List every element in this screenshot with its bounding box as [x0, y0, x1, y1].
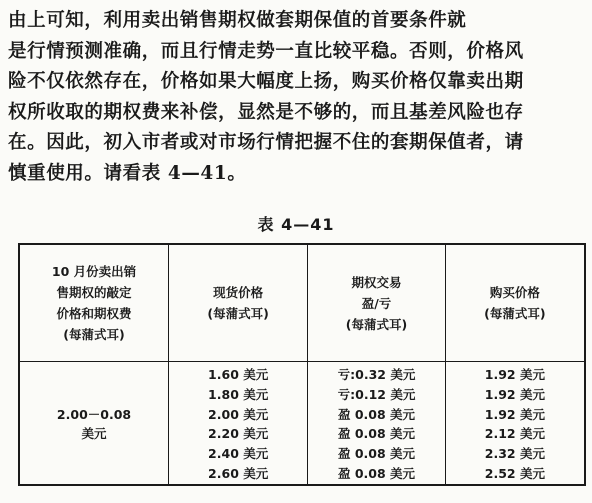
paragraph-line: 是行情预测准确，而且行情走势一直比较平稳。否则，价格风 — [8, 40, 524, 62]
cell-purchase-prices: 1.92 美元 1.92 美元 1.92 美元 2.12 美元 2.32 美元 2.52 美元 — [445, 362, 585, 485]
cell-spot-prices: 1.60 美元 1.80 美元 2.00 美元 2.20 美元 2.40 美元 2.60 美元 — [169, 362, 308, 485]
header-spot-price: 现货价格 (每蒲式耳) — [169, 244, 308, 362]
paragraph-line: 由上可知，利用卖出销售期权做套期保值的首要条件就 — [8, 10, 467, 31]
table-caption: 表 4—41 — [257, 215, 335, 234]
body-paragraph — [8, 6, 586, 189]
table-row — [19, 362, 585, 485]
options-hedge-table — [18, 243, 586, 486]
header-strike-premium: 10 月份卖出销 售期权的敲定 价格和期权费 (每蒲式耳) — [19, 244, 169, 362]
header-purchase-price: 购买价格 (每蒲式耳) — [445, 244, 585, 362]
cell-option-pnl: 亏:0.32 美元 亏:0.12 美元 盈 0.08 美元 盈 0.08 美元 盈 0.08 美元 盈 0.08 美元 — [308, 362, 446, 485]
paragraph-line: 慎重使用。请看表 4—41。 — [8, 162, 247, 184]
paragraph-line: 在。因此，初入市者或对市场行情把握不住的套期保值者，请 — [8, 132, 524, 153]
paragraph-line: 险不仅依然存在，价格如果大幅度上扬，购买价格仅靠卖出期 — [8, 71, 524, 92]
cell-strike-premium: 2.00－0.08 美元 — [19, 362, 169, 485]
table-header-row — [19, 244, 585, 362]
paragraph-line: 权所收取的期权费来补偿，显然是不够的，而且基差风险也存 — [8, 101, 524, 123]
header-option-pnl: 期权交易 盈/亏 (每蒲式耳) — [308, 244, 446, 362]
